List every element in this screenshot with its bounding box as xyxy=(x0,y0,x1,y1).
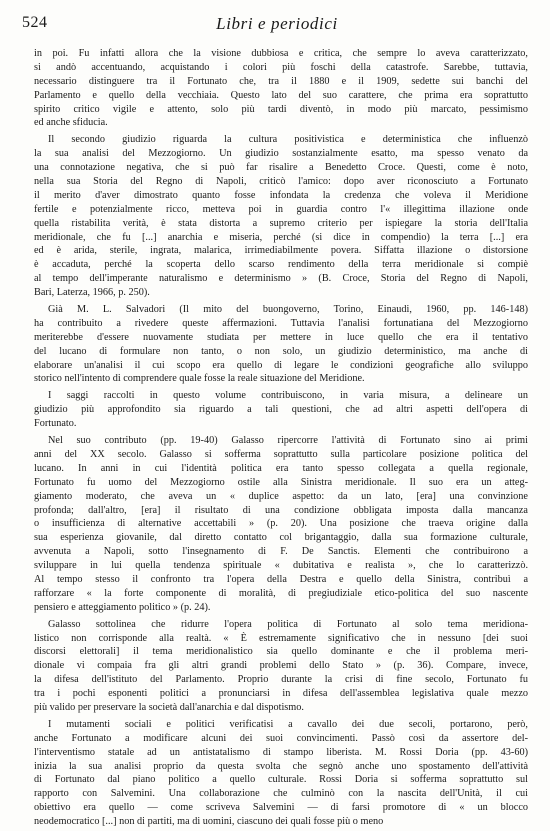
text-line: di Fortunato dal piano politico a quello culturale. Rossi Doria si sofferma soprattutto sul xyxy=(34,774,528,786)
text-line: giudizio più approfondito sia riguardo a tali questioni, che ad altri aspetti dell'opera di xyxy=(34,404,528,416)
page-number: 524 xyxy=(22,14,48,31)
text-line: rafforzare « la forte componente di moralità, di pregiudiziale etico-politica del suo nascente xyxy=(34,587,528,599)
text-line: nella sua Storia del Regno di Napoli, criticò l'amico: dopo aver riconosciuto a Fortunato xyxy=(34,176,528,188)
text-line: rapporto con Salvemini. Una collaborazione che culminò con la nascita dell'Unità, il cui xyxy=(34,788,528,800)
text-line: profonda; dall'altro, [era] il risultato di una condizione obbligata imposta dalla mancanza xyxy=(34,504,528,516)
text-line: l'interventismo statale ad un antistatalismo di stampo liberista. M. Rossi Doria (pp. 43-60) xyxy=(34,746,528,758)
text-line: giamento moderato, che aveva un « duplice aspetto: da un lato, [era] una convinzione xyxy=(34,490,528,502)
text-line: sviluppare in lui quella tendenza spirituale « dubitativa e realista », che lo caratterizzò. xyxy=(34,560,528,572)
text-line: anni del XX secolo. Galasso si sofferma soprattutto sulla particolare posizione politica del xyxy=(34,448,528,460)
text-line: del lucano di formulare non tanto, o non solo, un giudizio deterministico, ma anche di xyxy=(34,345,528,357)
text-line: avvenuta a Napoli, sotto l'insegnamento di F. De Sanctis. Elementi che contribuirono a xyxy=(34,546,528,558)
text-line: dionale vi compaia fra gli altri grandi problemi dello Stato » (p. 36). Compare, invece, xyxy=(34,660,528,672)
text-line: Fortunato fu uomo del Mezzogiorno ostile alla Sinistra meridionale. Il suo era un atteg- xyxy=(34,476,528,488)
text-line: lucano. In anni in cui l'identità politica era tanto spesso collegata a quella regionale, xyxy=(34,462,528,474)
article-body xyxy=(34,47,528,829)
text-line: anche Fortunato a modificare alcuni dei suoi convincimenti. Passò così da assertore del- xyxy=(34,732,528,744)
text-line: I saggi raccolti in questo volume contribuiscono, in varia misura, a delineare un xyxy=(48,390,528,402)
text-line: neodemocratico [...] non di partiti, ma di uomini, ciascuno dei quali fosse più o meno xyxy=(34,816,384,828)
text-line: è accaduta, perché la scoperta dello scarso rendimento della terra meridionale si compiè xyxy=(34,259,528,271)
paragraph xyxy=(34,133,528,300)
paragraph xyxy=(34,718,528,829)
text-line: ed anche sfiducia. xyxy=(34,117,108,129)
text-line: obiettivo era quello — come scriveva Salvemini — di farsi promotore di « un blocco xyxy=(34,802,528,814)
text-line: Galasso sottolinea che ridurre l'opera politica di Fortunato al solo tema meridiona- xyxy=(48,618,528,630)
text-line: Già M. L. Salvadori (Il mito del buongoverno, Torino, Einaudi, 1960, pp. 146-148) xyxy=(48,304,528,316)
text-line: spirito critico vigile e attento, solo più tardi diventò, in modo più marcato, pessimismo xyxy=(34,103,528,115)
text-line: Bari, Laterza, 1966, p. 250). xyxy=(34,287,150,299)
text-line: quella ristabilita verità, è stata distorta a supremo criterio per ispiegare la storia dell'Italia xyxy=(34,217,528,229)
text-line: al tempo dell'imperante naturalismo e determinismo » (B. Croce, Storia del Regno di Napoli, xyxy=(34,273,528,285)
text-line: una connotazione negativa, che si può far risalire a Benedetto Croce. Questi, come è noto, xyxy=(34,162,528,174)
text-line: I mutamenti sociali e politici verificatisi a cavallo dei due secoli, portarono, però, xyxy=(48,718,528,730)
text-line: listico non corrisponde alla realtà. « È estremamente significativo che in nessuno [dei suoi xyxy=(34,632,528,644)
text-line: o insufficienza di alternative accettabili » (p. 20). Una posizione che traeva origine dalla xyxy=(34,518,528,530)
page-header xyxy=(22,14,532,36)
paragraph xyxy=(34,303,528,386)
text-line: necessario distinguere tra il Fortunato che, tra il 1880 e il 1909, sedette sui banchi del xyxy=(34,75,528,87)
text-line: meriterebbe d'essere nuovamente studiata per mettere in luce quello che era il tentativo xyxy=(34,331,528,343)
text-line: la sua analisi del Mezzogiorno. Un giudizio sostanzialmente esatto, ma spesso venato da xyxy=(34,148,528,160)
text-line: Nel suo contributo (pp. 19-40) Galasso ripercorre l'attività di Fortunato sino ai primi xyxy=(48,435,528,447)
text-line: meridionale, che fu [...] anarchia e miseria, perché (si dice in compendio) la terra [...] era xyxy=(34,231,528,243)
paragraph xyxy=(34,47,528,130)
text-line: si andò accentuando, acquistando i colori più foschi della catastrofe. Sarebbe, tuttavia, xyxy=(34,61,528,73)
text-line: pensiero e atteggiamento politico » (p. 24). xyxy=(34,601,211,613)
text-line: inizia la sua analisi proprio da questa svolta che segnò anche uno spostamento dell'attività xyxy=(34,760,528,772)
text-line: la difesa dell'istituto del Parlamento. Proprio durante la crisi di fine secolo, Fortunato fu xyxy=(34,674,528,686)
text-line: Parlamento e quello della vecchiaia. Questo lato del suo carattere, che prima era soprattutto xyxy=(34,89,528,101)
text-line: il merito d'aver dimostrato quanto fosse infondata la credenza che voleva il Meridione xyxy=(34,189,528,201)
text-line: Fortunato. xyxy=(34,418,77,430)
text-line: ed è arida, sterile, ingrata, malarica, irrimediabilmente povera. Siffatta illazione o distorsione xyxy=(34,245,528,257)
text-line: elaborare un'analisi il cui scopo era quello di legare le condizioni geografiche allo sviluppo xyxy=(34,359,528,371)
text-line: tra i pochi esponenti politici a pronunciarsi in difesa dell'assemblea legislativa quale mezzo xyxy=(34,688,528,700)
text-line: più valido per preservare la società dall'anarchia e dal dispotismo. xyxy=(34,701,304,713)
text-line: ha contribuito a rivedere queste affermazioni. Tuttavia l'analisi fortunatiana del Mezzogiorno xyxy=(34,317,528,329)
text-line: storico nell'intento di comprendere quale fosse la reale situazione del Meridione. xyxy=(34,373,365,385)
text-line: discorsi elettorali] il tema meridionalistico sia quello dominante e che il problema meri- xyxy=(34,646,528,658)
paragraph xyxy=(34,389,528,431)
text-line: Il secondo giudizio riguarda la cultura positivistica e deterministica che influenzò xyxy=(48,134,528,146)
text-line: in poi. Fu infatti allora che la visione dubbiosa e critica, che sempre lo aveva caratterizzato, xyxy=(34,48,528,59)
paragraph xyxy=(34,434,528,615)
running-title: Libri e periodici xyxy=(216,14,338,33)
text-line: sua esperienza giovanile, dal diretto contatto col brigantaggio, dalla sua formazione culturale, xyxy=(34,532,528,544)
text-line: fertile e potenzialmente ricco, metteva poi in guardia contro l'« illegittima illazione onde xyxy=(34,203,528,215)
paragraph xyxy=(34,618,528,715)
text-line: Al tempo stesso il confronto tra l'opera della Destra e quello della Sinistra, contribuì a xyxy=(34,573,528,585)
